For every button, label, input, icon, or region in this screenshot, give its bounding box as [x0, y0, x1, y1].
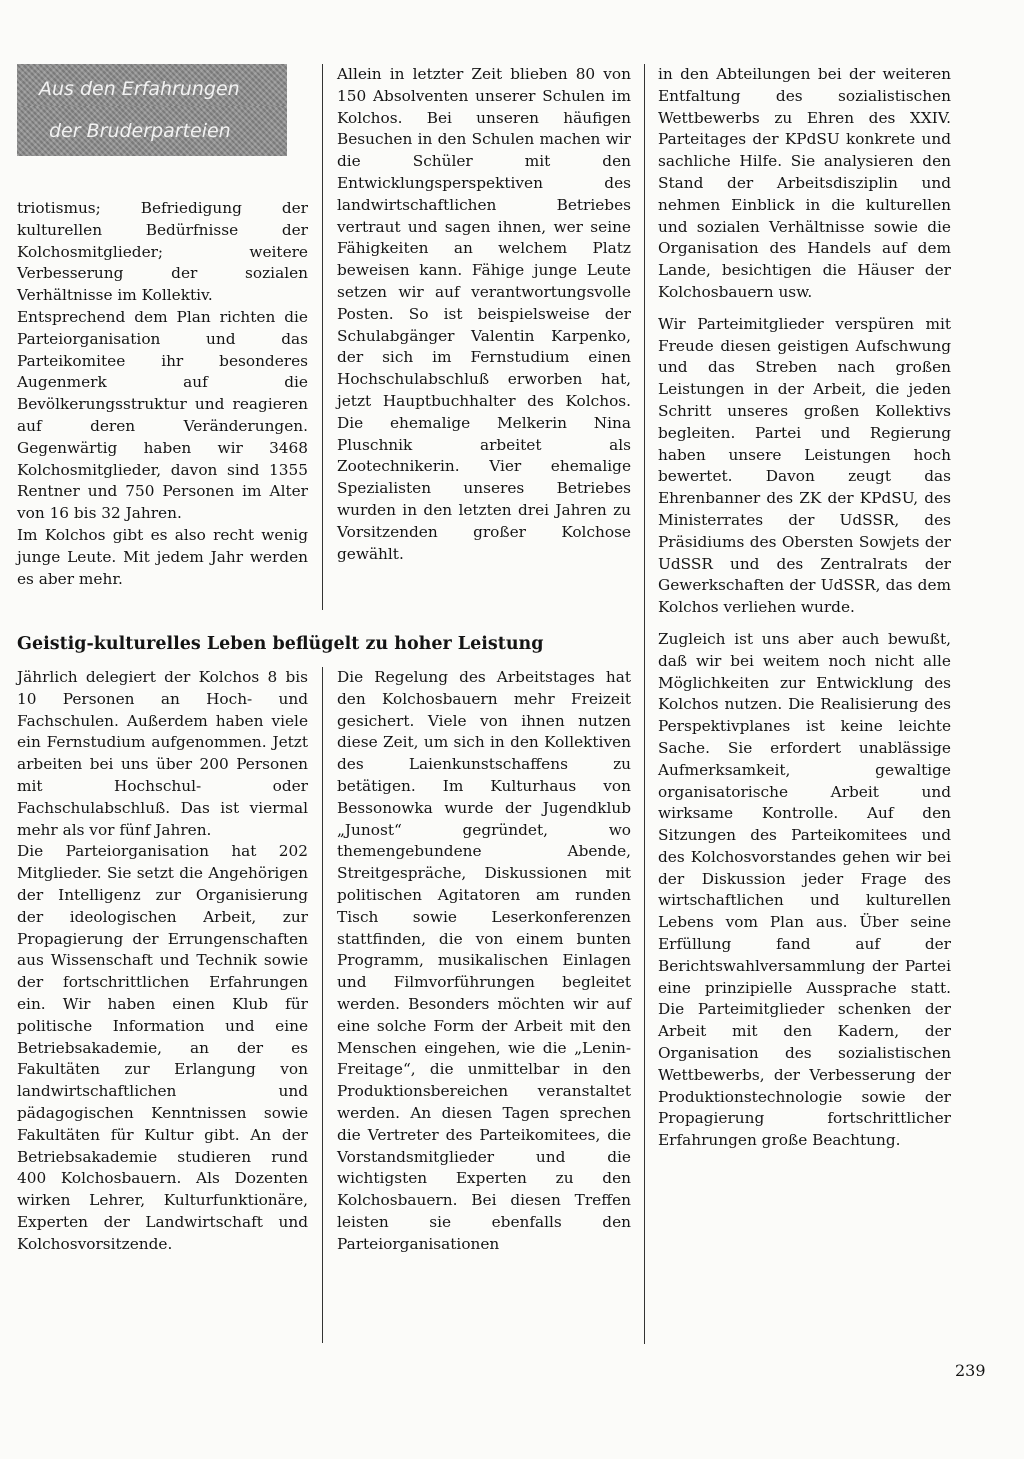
paragraph: Die Parteiorganisation hat 202 Mitglieder. Sie setzt die Angehörigen der Intelligenz zur Organisierung der ideologischen Arbeit, zur Propagierung der Errungenschaften aus Wissenschaft und Technik sowie der fortschrittlichen Erfahrungen ein. Wir haben einen Klub für politische Information und eine Betriebsakademie, an der es Fakultäten zur Erlangung von landwirtschaftlichen und pädagogischen Kenntnissen sowie Fakultäten für Kultur gibt. An der Betriebsakademie studieren rund 400 Kolchosbauern. Als Dozenten wirken Lehrer, Kulturfunktionäre, Experten der Landwirtschaft und Kolchosvorsitzende.	[17, 842, 308, 1253]
paragraph: triotismus; Befriedigung der kulturellen Bedürfnisse der Kolchosmitglieder; weitere Verbesserung der sozialen Verhältnisse im Kollektiv.	[17, 199, 308, 305]
page-number: 239	[955, 1361, 986, 1380]
paragraph: Die Regelung des Arbeitstages hat den Kolchosbauern mehr Freizeit gesichert. Viele von ihnen nutzen diese Zeit, um sich in den Kollektiven des Laienkunstschaffens zu betätigen. Im Kulturhaus von Bessonowka wurde der Jugendklub „Junost“ gegründet, wo themengebundene Abende, Streitgespräche, Diskussionen mit politischen Agitatoren am runden Tisch sowie Leserkonferenzen stattfinden, die von einem bunten Programm, musikalischen Einlagen und Filmvorführungen begleitet werden. Besonders möchten wir auf eine solche Form der Arbeit mit den Menschen eingehen, wie die „Lenin-Freitage“, die unmittelbar in den Produktionsbereichen veranstaltet werden. An diesen Tagen sprechen die Vertreter des Parteikomitees, die Vorstandsmitglieder und die wichtigsten Experten zu den Kolchosbauern. Bei diesen Treffen leisten sie ebenfalls den Parteiorganisationen	[337, 668, 631, 1253]
top-column-1	[17, 198, 308, 590]
paragraph: Wir Parteimitglieder verspüren mit Freude diesen geistigen Aufschwung und das Streben nach großen Leistungen in der Arbeit, die jeden Schritt unseres großen Kollektivs begleiten. Partei und Regierung haben unsere Leistungen hoch bewertet. Davon zeugt das Ehrenbanner des ZK der KPdSU, des Ministerrates der UdSSR, des Präsidiums des Obersten Sowjets der UdSSR und des Zentralrats der Gewerkschaften der UdSSR, das dem Kolchos verliehen wurde.	[658, 314, 951, 617]
top-column-2	[337, 64, 631, 565]
bottom-column-1	[17, 667, 308, 1256]
paragraph: Zugleich ist uns aber auch bewußt, daß wir bei weitem noch nicht alle Möglichkeiten zur Entwicklung des Kolchos nutzen. Die Realisierung des Perspektivplanes ist keine leichte Sache. Sie erfordert unablässige Aufmerksamkeit, gewaltige organisatorische Arbeit und wirksame Kontrolle. Auf den Sitzungen des Parteikomitees und des Kolchosvorstandes gehen wir bei der Diskussion jeder Frage des wirtschaftlichen und kulturellen Lebens vom Plan aus. Über seine Erfüllung fand auf der Berichtswahlversammlung der Partei eine prinzipielle Aussprache statt. Die Parteimitglieder schenken der Arbeit mit den Kadern, der Organisation des sozialistischen Wettbewerbs, der Verbesserung der Produktionstechnologie sowie der Propagierung fortschrittlicher Erfahrungen große Beachtung.	[658, 629, 951, 1150]
section-banner-line2	[17, 106, 287, 156]
paragraph: Allein in letzter Zeit blieben 80 von 150 Absolventen unserer Schulen im Kolchos. Bei unseren häufigen Besuchen in den Schulen machen wir die Schüler mit den Entwicklungsperspektiven des landwirtschaftlichen Betriebes vertraut und sagen ihnen, wer seine Fähigkeiten an welchem Platz beweisen kann. Fähige junge Leute setzen wir auf verantwortungsvolle Posten. So ist beispielsweise der Schulabgänger Valentin Karpenko, der sich im Fernstudium einen Hochschulabschluß erworben hat, jetzt Hauptbuchhalter des Kolchos. Die ehemalige Melkerin Nina Pluschnik arbeitet als Zootechnikerin. Vier ehemalige Spezialisten unseres Betriebes wurden in den letzten drei Jahren zu Vorsitzenden großer Kolchose gewählt.	[337, 65, 631, 563]
paragraph: Im Kolchos gibt es also recht wenig junge Leute. Mit jedem Jahr werden es aber mehr.	[17, 525, 308, 588]
column-rule	[322, 64, 323, 610]
paragraph: Entsprechend dem Plan richten die Parteiorganisation und das Parteikomitee ihr besonderes Augenmerk auf die Bevölkerungsstruktur und reagieren auf deren Veränderungen. Gegenwärtig haben wir 3468 Kolchosmitglieder, davon sind 1355 Rentner und 750 Personen im Alter von 16 bis 32 Jahren.	[17, 307, 308, 523]
section-heading: Geistig-kulturelles Leben beflügelt zu hoher Leistung	[17, 634, 544, 654]
column-rule	[644, 64, 645, 1344]
right-column	[658, 64, 951, 1152]
paragraph: in den Abteilungen bei der weiteren Entfaltung des sozialistischen Wettbewerbs zu Ehren des XXIV. Parteitages der KPdSU konkrete und sachliche Hilfe. Sie analysieren den Stand der Arbeitsdisziplin und nehmen Einblick in die kulturellen und sozialen Verhältnisse sowie die Organisation des Handels auf dem Lande, besichtigen die Häuser der Kolchosbauern usw.	[658, 65, 951, 301]
bottom-column-2	[337, 667, 631, 1256]
paragraph: Jährlich delegiert der Kolchos 8 bis 10 Personen an Hoch- und Fachschulen. Außerdem haben viele ein Fernstudium aufgenommen. Jetzt arbeiten bei uns über 200 Personen mit Hochschul- oder Fachschulabschluß. Das ist viermal mehr als vor fünf Jahren.	[17, 668, 308, 839]
banner-text-line2: der Bruderparteien	[49, 120, 231, 142]
banner-text-line1: Aus den Erfahrungen	[39, 78, 240, 100]
column-rule	[322, 667, 323, 1343]
